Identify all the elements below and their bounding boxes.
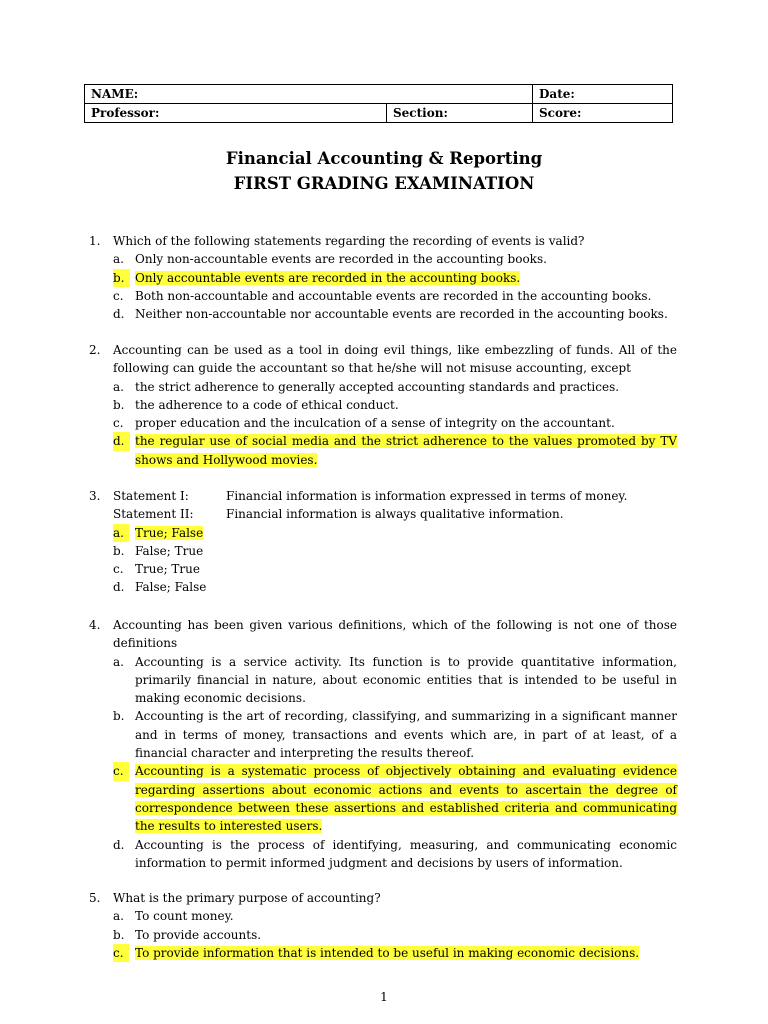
option-text: False; True bbox=[135, 543, 204, 558]
question-2 bbox=[89, 341, 677, 469]
option-letter: a. bbox=[113, 524, 129, 542]
option-letter: b. bbox=[113, 927, 125, 942]
option-a bbox=[89, 907, 677, 925]
option-letter: d. bbox=[113, 837, 125, 852]
student-info-table bbox=[84, 84, 673, 123]
option-b-highlighted bbox=[89, 269, 677, 287]
option-letter: c. bbox=[113, 762, 129, 780]
option-text: To provide information that is intended to be useful in making economic decisions. bbox=[135, 945, 640, 960]
option-letter: b. bbox=[113, 269, 130, 287]
option-b bbox=[89, 926, 677, 944]
section-label: Section: bbox=[393, 106, 448, 120]
question-stem bbox=[89, 232, 677, 250]
option-b bbox=[89, 707, 677, 762]
option-text: the strict adherence to generally accepted accounting standards and practices. bbox=[135, 379, 620, 394]
option-letter: a. bbox=[113, 379, 124, 394]
name-label: NAME: bbox=[91, 87, 139, 101]
question-3 bbox=[89, 487, 677, 597]
option-text: True; True bbox=[135, 562, 200, 577]
option-a-highlighted bbox=[89, 524, 677, 542]
option-a bbox=[89, 250, 677, 268]
option-text: the adherence to a code of ethical conduct. bbox=[135, 397, 399, 412]
option-c-highlighted bbox=[89, 762, 677, 835]
statement-label: Statement I: bbox=[113, 489, 189, 503]
score-label: Score: bbox=[539, 106, 582, 120]
option-b bbox=[89, 542, 677, 560]
option-letter: d. bbox=[113, 307, 125, 322]
option-text: the regular use of social media and the strict adherence to the values promoted by TV shows and Hollywood movies. bbox=[135, 434, 677, 467]
option-d bbox=[89, 305, 677, 323]
question-1 bbox=[89, 232, 677, 323]
option-letter: b. bbox=[113, 709, 125, 724]
option-text: Only non-accountable events are recorded in the accounting books. bbox=[135, 252, 547, 267]
option-letter: c. bbox=[113, 288, 124, 303]
statement-text: Financial information is information expressed in terms of money. bbox=[226, 489, 628, 503]
option-d bbox=[89, 578, 677, 596]
option-letter: a. bbox=[113, 252, 124, 267]
option-letter: b. bbox=[113, 397, 125, 412]
option-letter: d. bbox=[113, 432, 130, 450]
option-letter: d. bbox=[113, 580, 125, 595]
professor-label: Professor: bbox=[91, 106, 160, 120]
option-d-highlighted bbox=[89, 432, 677, 469]
option-text: Only accountable events are recorded in the accounting books. bbox=[135, 270, 521, 285]
option-c-highlighted bbox=[89, 944, 677, 962]
option-text: Both non-accountable and accountable events are recorded in the accounting books. bbox=[135, 288, 652, 303]
section-cell bbox=[387, 104, 533, 123]
option-a bbox=[89, 653, 677, 708]
option-text: Accounting is the art of recording, classifying, and summarizing in a significant manner and in terms of money, transactions and events which are, in part of at least, of a financial character and interpreting the results thereof. bbox=[135, 709, 677, 761]
option-letter: a. bbox=[113, 654, 124, 669]
question-text: Which of the following statements regarding the recording of events is valid? bbox=[113, 234, 585, 248]
statement-text: Financial information is always qualitative information. bbox=[226, 507, 564, 522]
option-text: Accounting is a service activity. Its function is to provide quantitative information, primarily financial in nature, about economic entities that is intended to be useful in making economic decisions. bbox=[135, 654, 677, 706]
option-text: Neither non-accountable nor accountable events are recorded in the accounting books. bbox=[135, 307, 668, 322]
option-letter: c. bbox=[113, 944, 129, 962]
score-cell bbox=[533, 104, 673, 123]
option-letter: c. bbox=[113, 562, 124, 577]
page-number: 1 bbox=[380, 990, 388, 1004]
exam-subject-title: Financial Accounting & Reporting bbox=[225, 149, 543, 168]
question-5 bbox=[89, 889, 677, 962]
option-letter: c. bbox=[113, 416, 124, 431]
question-text: Accounting can be used as a tool in doing evil things, like embezzling of funds. All of the following can guide the accountant so that he/she will not misuse accounting, except bbox=[113, 343, 677, 376]
option-letter: b. bbox=[113, 543, 125, 558]
question-number: 2. bbox=[89, 343, 101, 357]
option-b bbox=[89, 396, 677, 414]
question-stem bbox=[89, 341, 677, 378]
option-text: Accounting is a systematic process of objectively obtaining and evaluating evidence regarding assertions about economic actions and events to ascertain the degree of correspondence between these assertions and established criteria and communicating the results to interested users. bbox=[135, 764, 677, 834]
option-text: To count money. bbox=[135, 909, 234, 924]
option-d bbox=[89, 836, 677, 873]
date-cell bbox=[533, 85, 673, 104]
question-4 bbox=[89, 616, 677, 872]
option-text: proper education and the inculcation of a sense of integrity on the accountant. bbox=[135, 416, 615, 431]
question-stem bbox=[89, 616, 677, 653]
question-text: Accounting has been given various definitions, which of the following is not one of those definitions bbox=[113, 618, 677, 651]
statement-label: Statement II: bbox=[113, 507, 194, 522]
professor-cell bbox=[85, 104, 387, 123]
name-cell bbox=[85, 85, 533, 104]
statement-2 bbox=[89, 505, 677, 523]
question-number: 1. bbox=[89, 234, 101, 248]
option-c bbox=[89, 287, 677, 305]
option-letter: a. bbox=[113, 909, 124, 924]
question-number: 5. bbox=[89, 891, 101, 905]
question-stem bbox=[89, 889, 677, 907]
exam-title: FIRST GRADING EXAMINATION bbox=[233, 174, 535, 193]
date-label: Date: bbox=[539, 87, 575, 101]
question-text: What is the primary purpose of accounting? bbox=[113, 891, 381, 905]
option-a bbox=[89, 378, 677, 396]
option-text: Accounting is the process of identifying, measuring, and communicating economic information to permit informed judgment and decisions by users of information. bbox=[135, 837, 677, 870]
option-text: False; False bbox=[135, 580, 207, 595]
option-c bbox=[89, 560, 677, 578]
option-text: True; False bbox=[135, 525, 204, 540]
question-number: 4. bbox=[89, 618, 101, 632]
question-number: 3. bbox=[89, 489, 101, 503]
option-text: To provide accounts. bbox=[135, 927, 262, 942]
option-c bbox=[89, 414, 677, 432]
statement-1 bbox=[89, 487, 677, 505]
